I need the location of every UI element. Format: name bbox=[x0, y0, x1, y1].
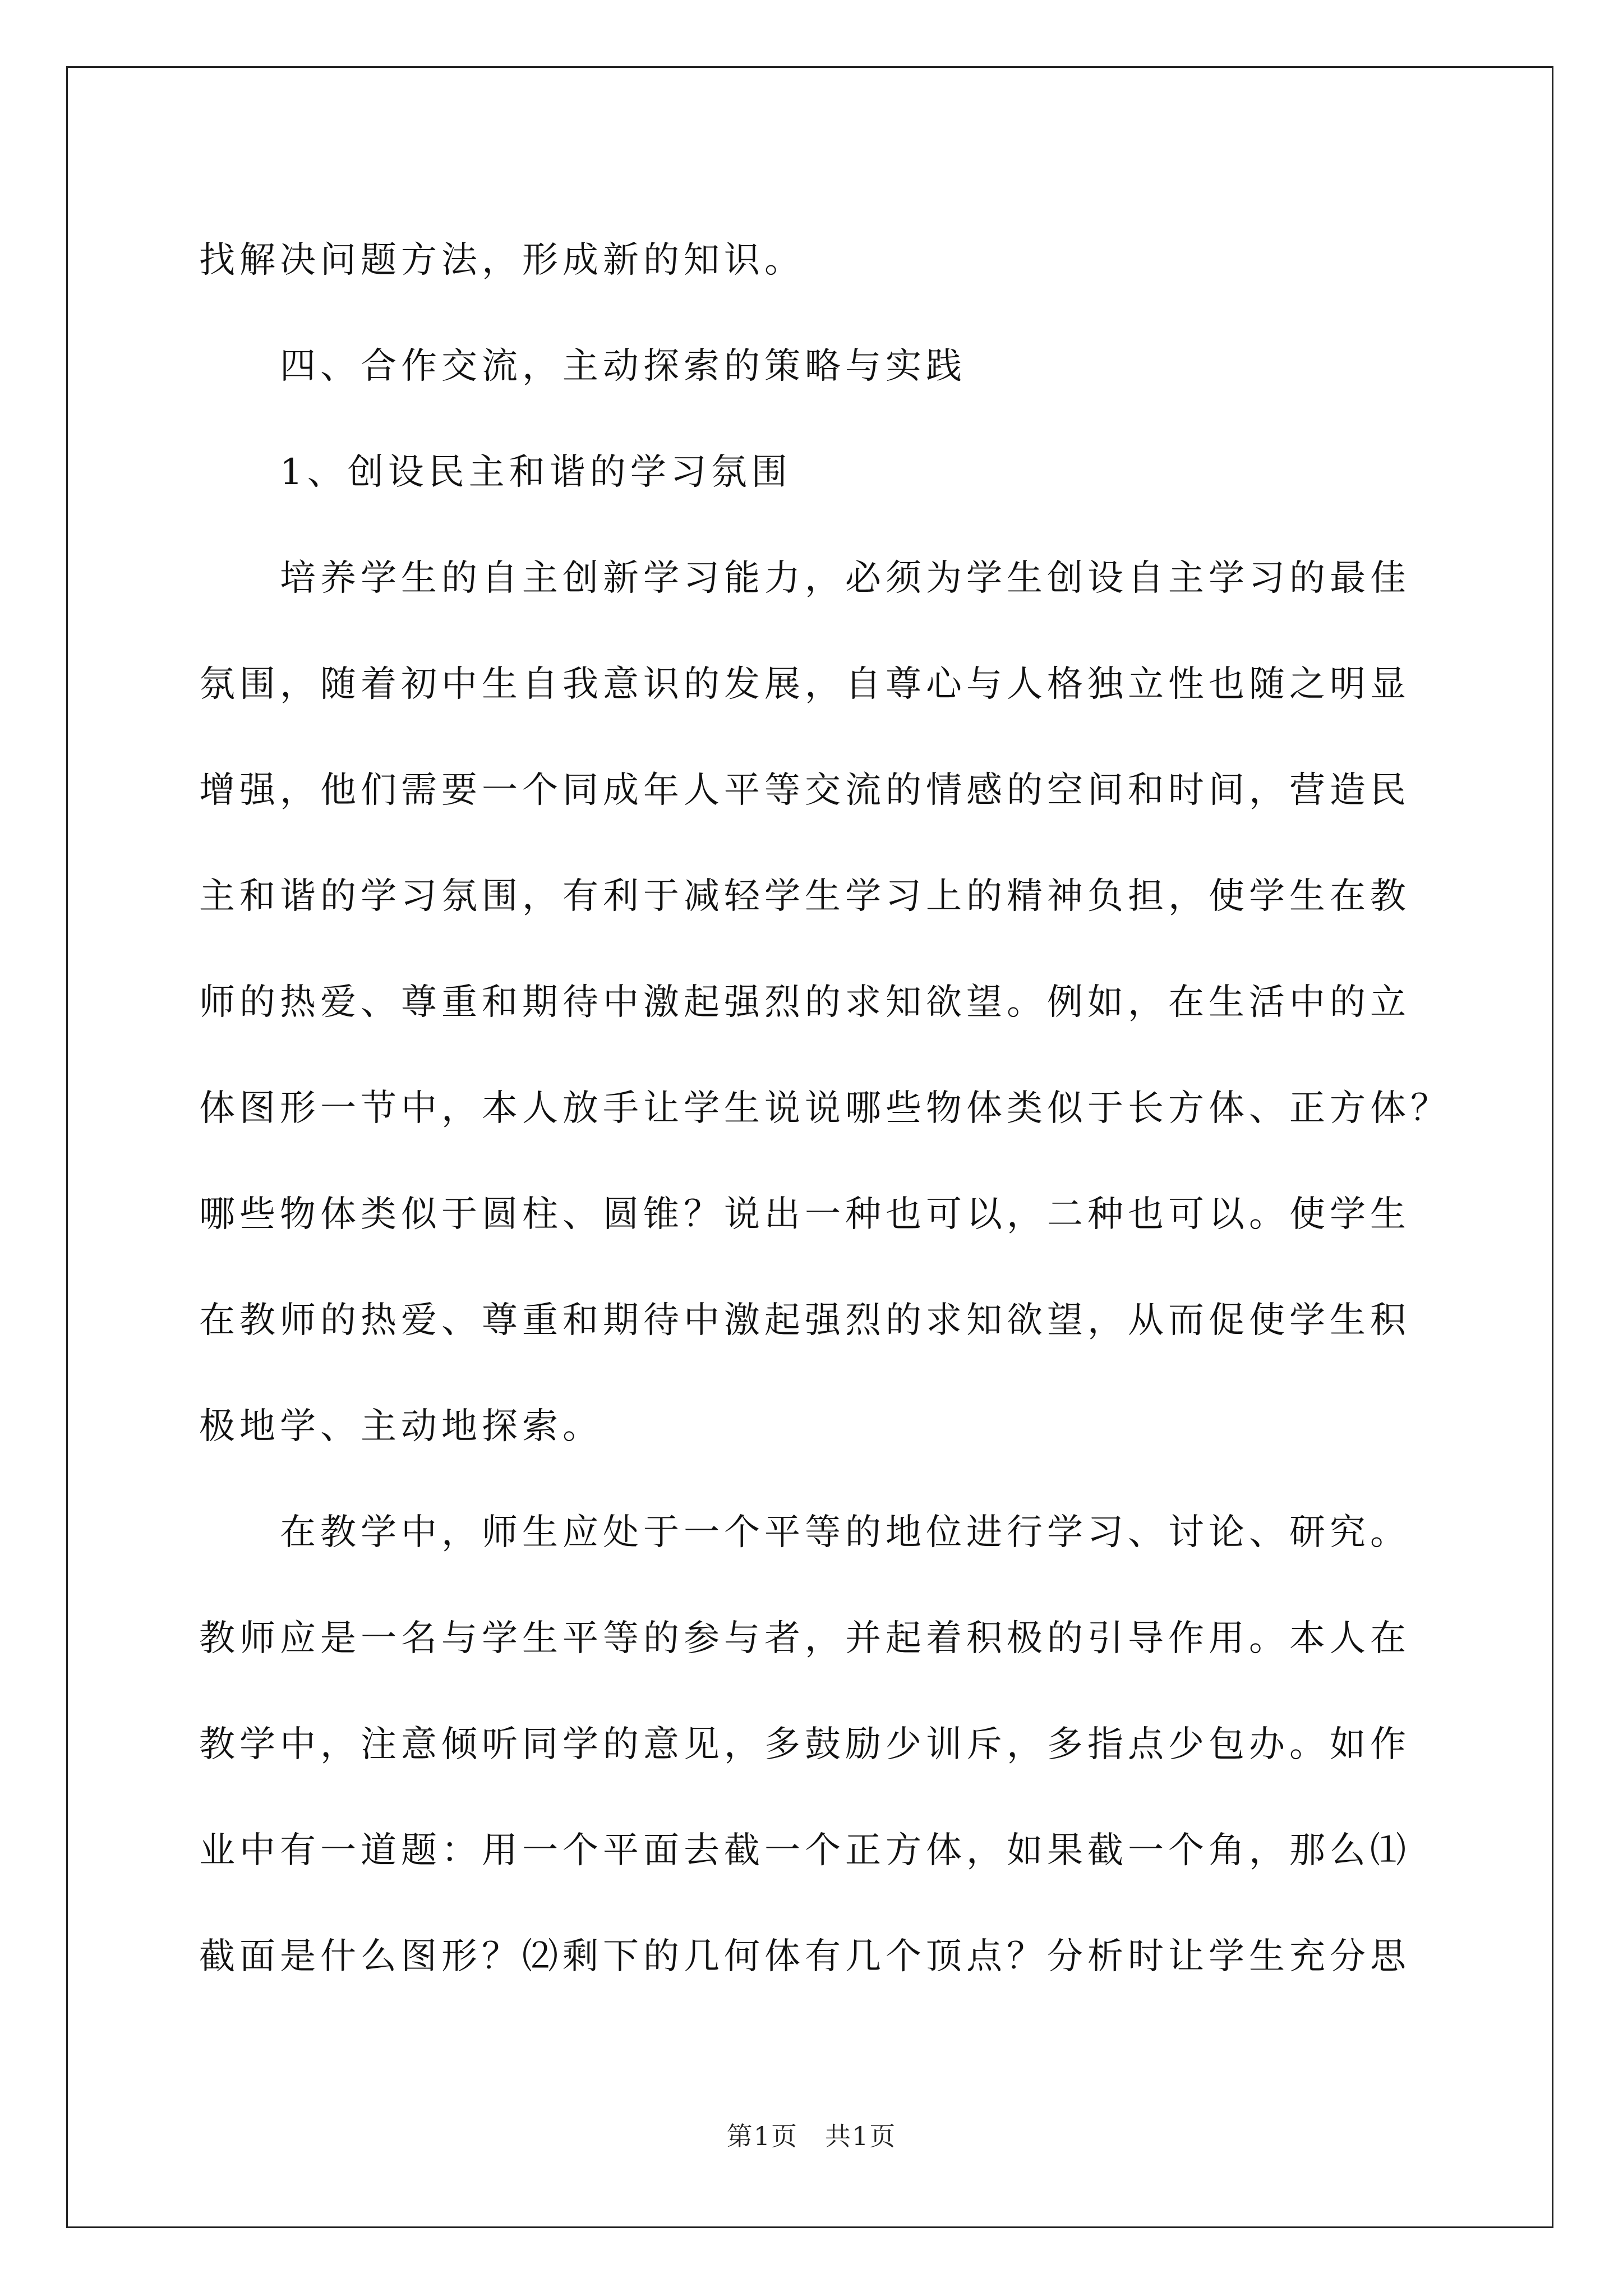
text-line: 培养学生的自主创新学习能力，必须为学生创设自主学习的最佳 bbox=[199, 558, 1410, 599]
text-line: 在教学中，师生应处于一个平等的地位进行学习、讨论、研究。 bbox=[199, 1512, 1410, 1553]
text-line: 截面是什么图形？⑵剩下的几何体有几个顶点？分析时让学生充分思 bbox=[199, 1936, 1410, 1977]
text-line: 增强，他们需要一个同成年人平等交流的情感的空间和时间，营造民 bbox=[199, 770, 1410, 811]
text-line: 师的热爱、尊重和期待中激起强烈的求知欲望。例如，在生活中的立 bbox=[199, 982, 1410, 1023]
text-line: 教学中，注意倾听同学的意见，多鼓励少训斥，多指点少包办。如作 bbox=[199, 1724, 1410, 1765]
text-line: 找解决问题方法，形成新的知识。 bbox=[199, 240, 805, 281]
text-line: 主和谐的学习氛围，有利于减轻学生学习上的精神负担，使学生在教 bbox=[199, 876, 1410, 917]
text-line: 氛围，随着初中生自我意识的发展，自尊心与人格独立性也随之明显 bbox=[199, 664, 1410, 705]
text-line: 业中有一道题：用一个平面去截一个正方体，如果截一个角，那么⑴ bbox=[199, 1830, 1410, 1871]
text-line: 教师应是一名与学生平等的参与者，并起着积极的引导作用。本人在 bbox=[199, 1618, 1410, 1659]
text-line: 在教师的热爱、尊重和期待中激起强烈的求知欲望，从而促使学生积 bbox=[199, 1300, 1410, 1341]
text-line: 极地学、主动地探索。 bbox=[199, 1406, 603, 1447]
section-heading: 四、合作交流，主动探索的策略与实践 bbox=[199, 346, 966, 387]
text-line: 哪些物体类似于圆柱、圆锥？说出一种也可以，二种也可以。使学生 bbox=[199, 1194, 1410, 1235]
page-footer: 第1页 共1页 bbox=[726, 2121, 897, 2151]
document-body bbox=[199, 208, 1451, 2010]
subsection-heading: 1、创设民主和谐的学习氛围 bbox=[199, 452, 792, 493]
text-line: 体图形一节中，本人放手让学生说说哪些物体类似于长方体、正方体？ bbox=[199, 1088, 1451, 1129]
